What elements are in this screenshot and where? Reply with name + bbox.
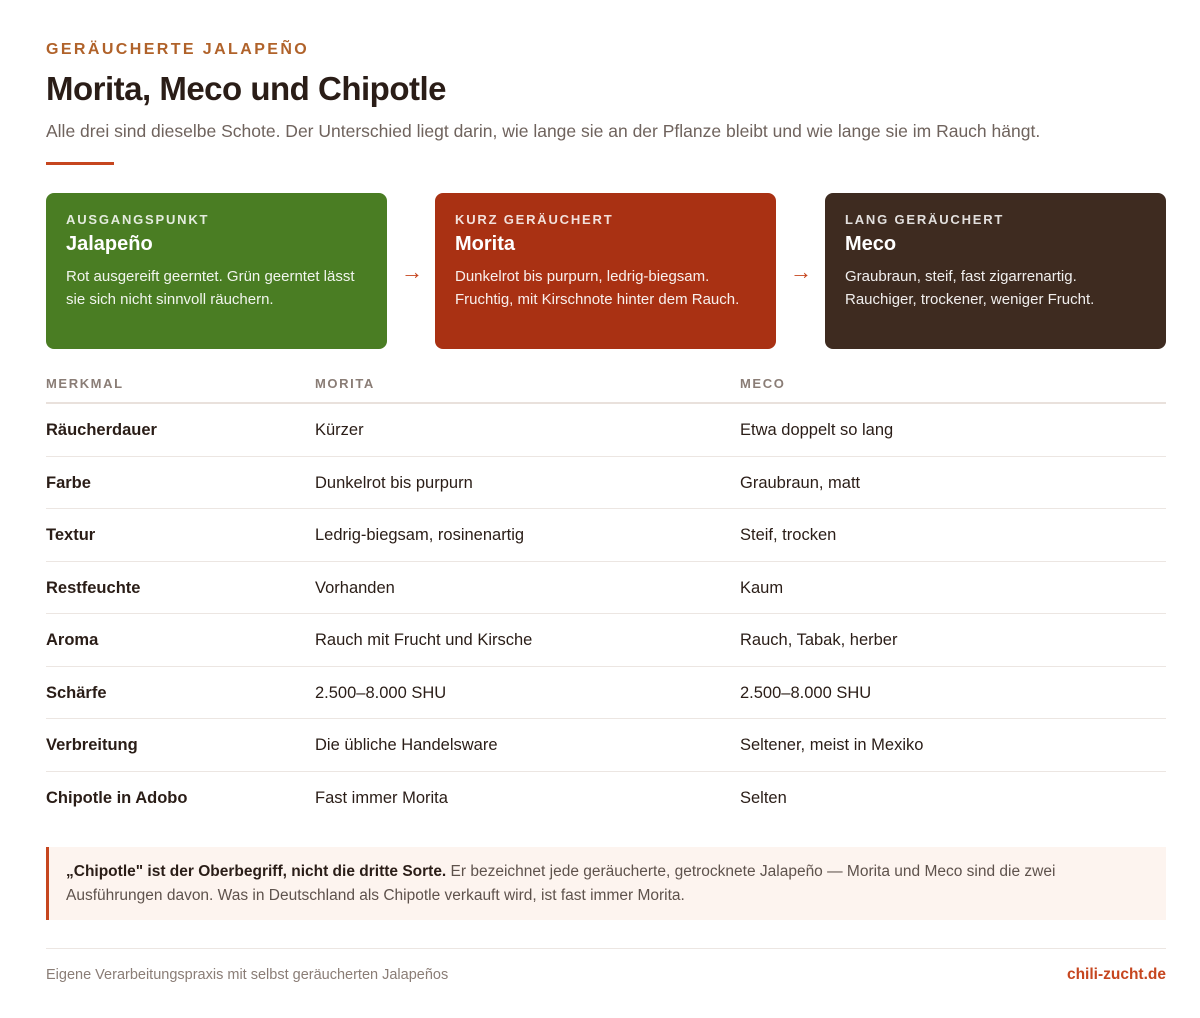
meco-value: Etwa doppelt so lang xyxy=(740,421,894,439)
row-key: Textur xyxy=(46,526,96,544)
row-key: Farbe xyxy=(46,473,91,492)
stage-name: Morita xyxy=(455,233,515,255)
note-lead: „Chipotle" ist der Oberbegriff, nicht die dritte Sorte. xyxy=(66,863,447,880)
morita-value: Rauch mit Frucht und Kirsche xyxy=(315,631,533,649)
stage-kicker: AUSGANGSPUNKT xyxy=(66,212,210,227)
row-key: Chipotle in Adobo xyxy=(46,788,188,807)
eyebrow: GERÄUCHERTE JALAPEÑO xyxy=(46,41,310,58)
brand-link[interactable]: chili-zucht.de xyxy=(1066,966,1166,983)
stage-card-morita xyxy=(435,193,776,349)
table-row xyxy=(46,667,1166,720)
stage-flow xyxy=(46,193,1166,349)
table-row xyxy=(46,457,1166,510)
page-subtitle: Alle drei sind dieselbe Schote. Der Unterschied liegt darin, wie lange sie an der Pflanze bleibt und wie lange sie im Rauch hängt. xyxy=(46,121,1041,141)
footer-divider xyxy=(46,948,1166,949)
stage-name: Jalapeño xyxy=(66,233,153,255)
note-text: Er bezeichnet jede geräucherte, getrocknete Jalapeño — Morita und Meco sind die zwei Ausführungen davon. Was in Deutschland als Chipotle verkauft wird, ist fast immer Morita. xyxy=(66,863,1056,904)
morita-value: Dunkelrot bis purpurn xyxy=(315,473,473,492)
row-key: Schärfe xyxy=(46,683,107,702)
callout-note xyxy=(46,847,1166,920)
meco-value: Selten xyxy=(740,788,787,807)
morita-value: Ledrig-biegsam, rosinenartig xyxy=(315,526,525,544)
stage-card-jalapeno xyxy=(46,193,387,349)
row-key: Verbreitung xyxy=(46,736,138,754)
source-note: Eigene Verarbeitungspraxis mit selbst geräucherten Jalapeños xyxy=(46,967,449,983)
table-header xyxy=(46,368,1166,404)
table-row xyxy=(46,562,1166,615)
meco-value: Graubraun, matt xyxy=(740,473,861,492)
morita-value: 2.500–8.000 SHU xyxy=(315,683,447,702)
row-key: Aroma xyxy=(46,631,99,649)
arrow-right-icon: → xyxy=(401,259,423,284)
stage-desc: Dunkelrot bis purpurn, ledrig-biegsam. Fruchtig, mit Kirschnote hinter dem Rauch. xyxy=(455,268,740,308)
stage-card-meco xyxy=(825,193,1166,349)
row-key: Räucherdauer xyxy=(46,421,157,439)
arrow-right-icon: → xyxy=(790,259,812,284)
stage-desc: Rot ausgereift geerntet. Grün geerntet lässt sie sich nicht sinnvoll räuchern. xyxy=(66,268,355,308)
table-row xyxy=(46,404,1166,457)
table-row xyxy=(46,772,1166,825)
row-key: Restfeuchte xyxy=(46,578,141,597)
meco-value: Steif, trocken xyxy=(740,526,837,544)
morita-value: Kürzer xyxy=(315,421,364,439)
meco-value: Kaum xyxy=(740,578,784,597)
accent-rule xyxy=(46,162,114,165)
stage-name: Meco xyxy=(845,233,897,255)
morita-value: Die übliche Handelsware xyxy=(315,736,498,754)
stage-kicker: LANG GERÄUCHERT xyxy=(845,212,1005,227)
meco-value: 2.500–8.000 SHU xyxy=(740,683,872,702)
table-row xyxy=(46,614,1166,667)
meco-value: Seltener, meist in Mexiko xyxy=(740,736,924,754)
morita-value: Vorhanden xyxy=(315,578,395,597)
column-header-merkmal: MERKMAL xyxy=(46,376,124,391)
column-header-meco: MECO xyxy=(740,376,786,391)
column-header-morita: MORITA xyxy=(315,376,375,391)
comparison-table xyxy=(46,368,1166,824)
stage-kicker: KURZ GERÄUCHERT xyxy=(455,212,614,227)
table-row xyxy=(46,509,1166,562)
morita-value: Fast immer Morita xyxy=(315,788,448,807)
page-title: Morita, Meco und Chipotle xyxy=(46,70,446,107)
stage-desc: Graubraun, steif, fast zigarrenartig. Rauchiger, trockener, weniger Frucht. xyxy=(845,268,1095,308)
meco-value: Rauch, Tabak, herber xyxy=(740,631,898,649)
table-row xyxy=(46,719,1166,772)
